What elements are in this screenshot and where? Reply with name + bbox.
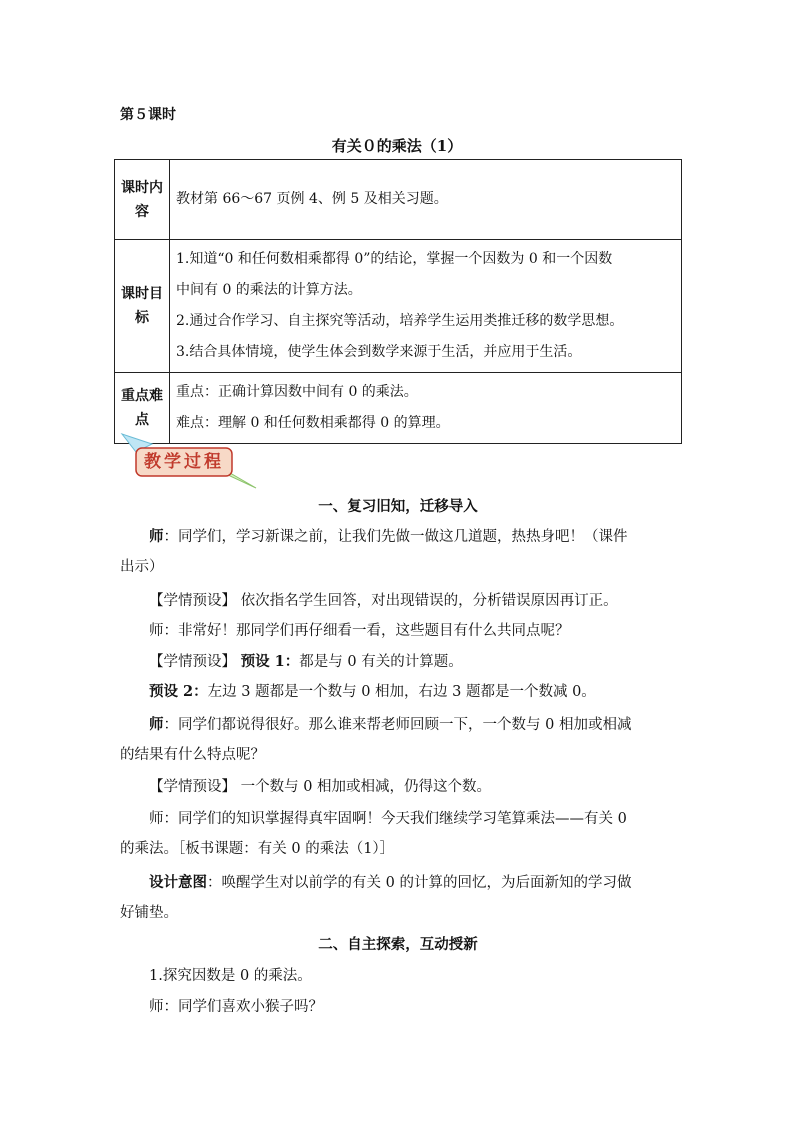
section-heading: 二、自主探索，互动授新 — [318, 936, 478, 953]
page-title: 有关０的乘法（1） — [331, 137, 463, 155]
paragraph — [120, 868, 676, 898]
paragraph-text: 都是与 0 有关的计算题。 — [299, 654, 463, 670]
preset-label: 预设 2： — [149, 683, 208, 700]
lesson-info-table — [114, 159, 682, 444]
paragraph-text: ：唤醒学生对以前学的有关 0 的计算的回忆，为后面新知的学习做 — [207, 875, 632, 891]
paragraph: 【学情预设】 依次指名学生回答，对出现错误的，分析错误原因再订正。 — [149, 593, 618, 609]
speaker-label: 师 — [149, 528, 164, 545]
tag-label: 【学情预设】 — [149, 654, 236, 670]
paragraph: 师：同学们的知识掌握得真牢固啊！今天我们继续学习笔算乘法——有关 0 — [149, 811, 627, 827]
preset-label: 预设 1： — [240, 653, 300, 670]
goal-line: 3.结合具体情境，使学生体会到数学来源于生活，并应用于生活。 — [176, 344, 582, 360]
teaching-process-banner — [118, 430, 258, 490]
goal-line: 中间有 0 的乘法的计算方法。 — [176, 282, 362, 298]
paragraph: 1.探究因数是 0 的乘法。 — [149, 968, 312, 984]
key-point: 难点：理解 0 和任何数相乘都得 0 的算理。 — [176, 415, 450, 431]
content-text: 教材第 66～67 页例 4、例 5 及相关习题。 — [170, 160, 682, 240]
speaker-label: 师 — [149, 716, 164, 733]
content-header: 课时内容 — [115, 160, 170, 240]
goals-header: 课时目标 — [115, 240, 170, 373]
paragraph-text: 左边 3 题都是一个数与 0 相加，右边 3 题都是一个数减 0。 — [207, 684, 596, 700]
paragraph — [120, 647, 676, 677]
paragraph: 【学情预设】 一个数与 0 相加或相减，仍得这个数。 — [149, 779, 492, 795]
banner-label: 教学过程 — [144, 452, 224, 472]
key-points-header: 重点难点 — [115, 373, 170, 444]
paragraph: 师：非常好！那同学们再仔细看一看，这些题目有什么共同点呢？ — [149, 623, 570, 639]
paragraph-continuation: 的结果有什么特点呢？ — [120, 747, 265, 763]
paragraph-text: ：同学们都说得很好。那么谁来帮老师回顾一下，一个数与 0 相加或相减 — [163, 717, 632, 733]
paragraph — [120, 710, 676, 740]
lesson-number: 第５课时 — [120, 107, 176, 123]
paragraph-continuation: 好铺垫。 — [120, 905, 178, 921]
paragraph — [120, 677, 676, 707]
paragraph — [120, 522, 676, 552]
paragraph-continuation: 的乘法。［板书课题：有关 0 的乘法（1）］ — [120, 841, 395, 857]
paragraph-continuation: 出示） — [120, 559, 164, 575]
section-heading: 一、复习旧知，迁移导入 — [318, 498, 478, 515]
key-point: 重点：正确计算因数中间有 0 的乘法。 — [176, 384, 418, 400]
goal-line: 2.通过合作学习、自主探究等活动，培养学生运用类推迁移的数学思想。 — [176, 313, 624, 329]
goals-cell — [170, 240, 682, 373]
goal-line: 1.知道“0 和任何数相乘都得 0”的结论，掌握一个因数为 0 和一个因数 — [176, 251, 613, 267]
paragraph: 师：同学们喜欢小猴子吗？ — [149, 999, 323, 1015]
design-intent-label: 设计意图 — [149, 874, 207, 891]
paragraph-text: ：同学们，学习新课之前，让我们先做一做这几道题，热热身吧！（课件 — [163, 529, 628, 545]
